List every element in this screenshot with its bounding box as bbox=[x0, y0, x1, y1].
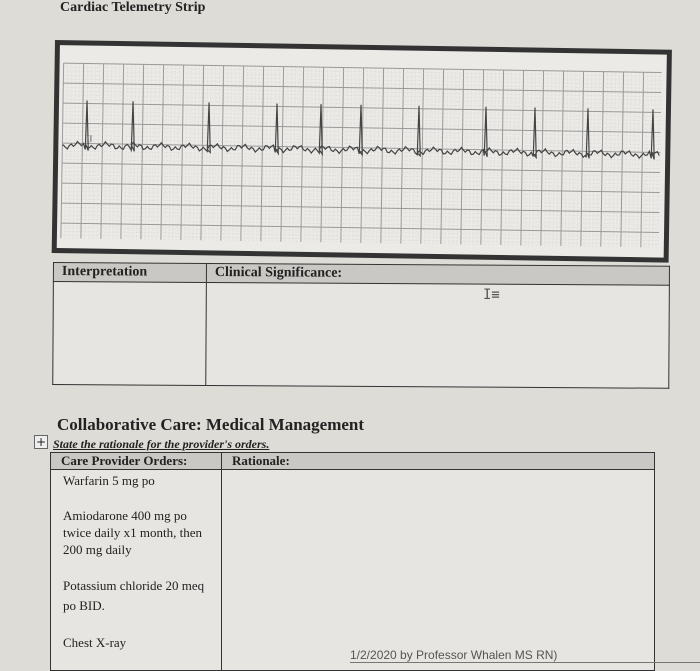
ecg-graph bbox=[57, 45, 667, 258]
instruction-text: State the rationale for the provider's orders. bbox=[53, 437, 270, 451]
interpretation-input[interactable] bbox=[53, 282, 207, 386]
ecg-waveform bbox=[62, 100, 660, 159]
order-chest-xray: Chest X-ray bbox=[63, 635, 127, 650]
orders-header: Care Provider Orders: bbox=[51, 453, 222, 470]
interpretation-header: Interpretation bbox=[53, 263, 206, 283]
clinical-significance-header: Clinical Significance: bbox=[206, 263, 669, 285]
clinical-significance-input[interactable] bbox=[206, 282, 670, 388]
ecg-strip bbox=[52, 40, 672, 263]
orders-table bbox=[50, 452, 655, 671]
text-cursor-icon: I≡ bbox=[483, 287, 500, 303]
rationale-header: Rationale: bbox=[222, 453, 655, 470]
order-potassium: Potassium chloride 20 meq po BID. bbox=[63, 578, 205, 613]
section-heading: Collaborative Care: Medical Management bbox=[57, 415, 365, 434]
lead-label: II bbox=[86, 133, 93, 144]
order-amiodarone: Amiodarone 400 mg po twice daily x1 month, then 200 mg daily bbox=[63, 508, 203, 557]
page-title: Cardiac Telemetry Strip bbox=[60, 0, 206, 15]
table-move-handle-icon[interactable]: + bbox=[35, 435, 47, 449]
footer-text: 1/2/2020 by Professor Whalen MS RN) bbox=[350, 648, 700, 663]
order-warfarin: Warfarin 5 mg po bbox=[63, 473, 155, 488]
assessment-table bbox=[52, 262, 670, 389]
rationale-input[interactable] bbox=[222, 470, 655, 671]
